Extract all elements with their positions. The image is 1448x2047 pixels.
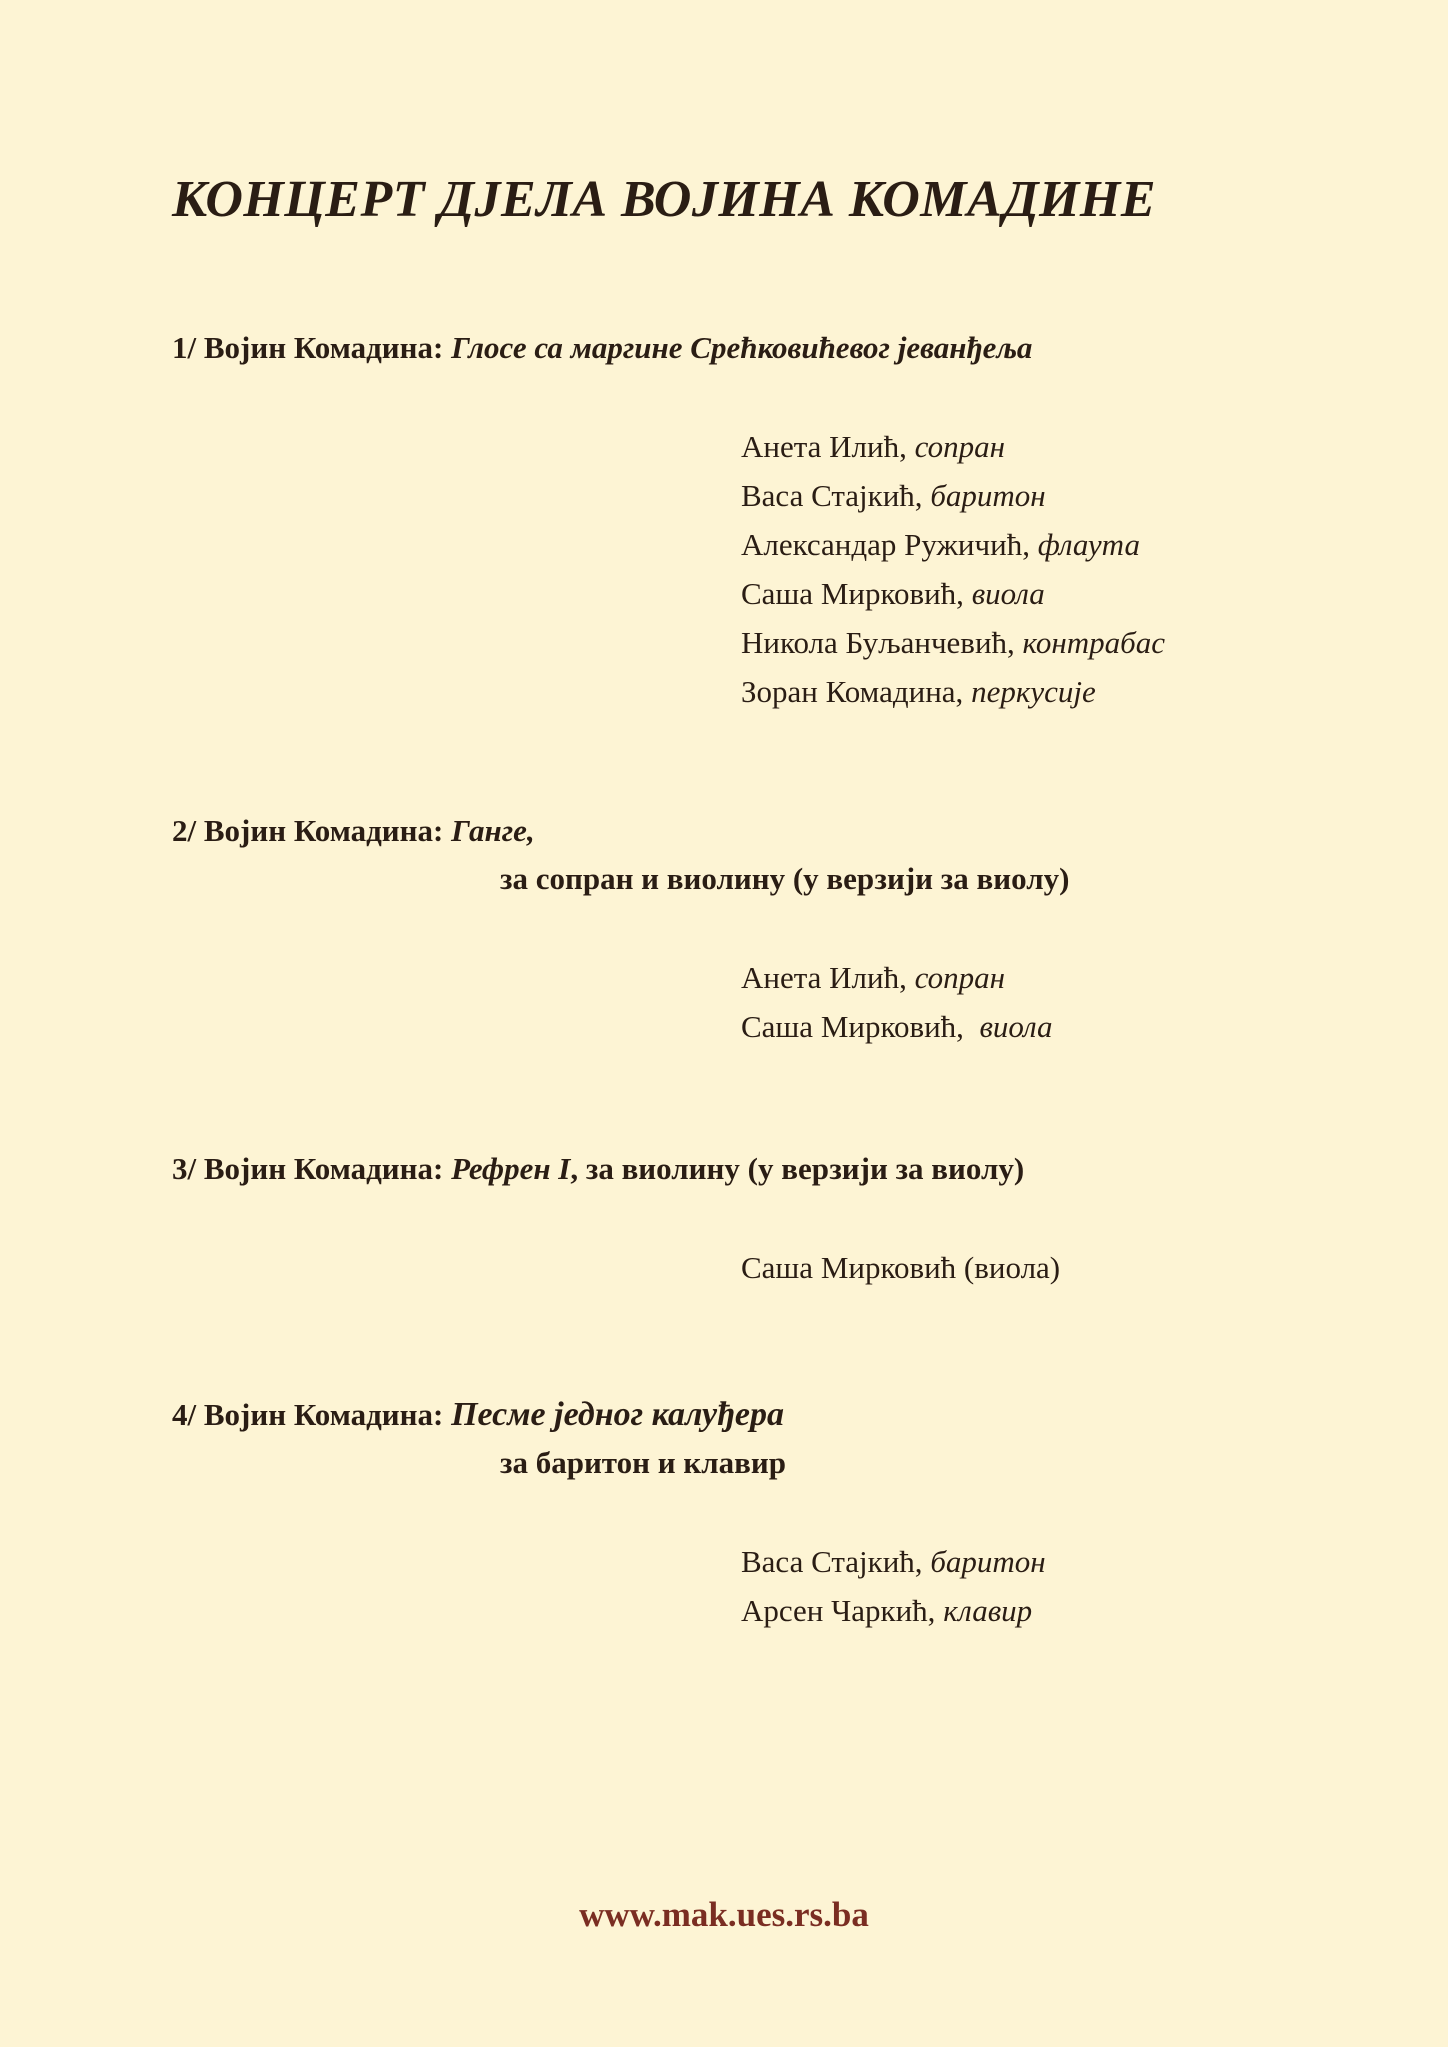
performer: [741, 667, 1165, 716]
work-2-composer: Војин Комадина:: [203, 813, 444, 848]
performer-role: сопран: [914, 960, 1005, 995]
performer-name: Саша Мирковић (виола): [741, 1250, 1061, 1285]
performer-name: Анета Илић,: [741, 960, 907, 995]
performer-role: флаута: [1037, 527, 1140, 562]
website-url: www.mak.ues.rs.ba: [579, 1895, 869, 1934]
performer-name: Васа Стајкић,: [741, 478, 923, 513]
work-4-subtitle: за баритон и клавир: [500, 1445, 786, 1480]
performer: [741, 953, 1053, 1002]
performer-role: баритон: [930, 1544, 1046, 1579]
performer: [741, 1537, 1046, 1586]
performer-name: Саша Мирковић,: [741, 576, 964, 611]
performer-role: сопран: [914, 429, 1005, 464]
work-3-piece-rest: , за виолину (у верзији за виолу): [570, 1151, 1025, 1186]
performer-name: Васа Стајкић,: [741, 1544, 923, 1579]
performer: [741, 569, 1165, 618]
performer-role: клавир: [943, 1593, 1033, 1628]
work-2-performers: [741, 953, 1053, 1051]
work-1-composer: Војин Комадина:: [203, 330, 444, 365]
work-1-number: 1/: [172, 330, 197, 365]
performer-name: Анета Илић,: [741, 429, 907, 464]
work-2-piece: Ганге,: [451, 813, 535, 848]
work-2-number: 2/: [172, 813, 197, 848]
performer: [741, 1002, 1053, 1051]
performer-name: Никола Буљанчевић,: [741, 625, 1015, 660]
performer-name: Арсен Чаркић,: [741, 1593, 936, 1628]
work-3-piece: Рефрен I: [451, 1151, 571, 1186]
performer-name: Саша Мирковић,: [741, 1009, 964, 1044]
work-1-piece: Глосе са маргине Срећковићевог јеванђеља: [451, 330, 1033, 365]
performer: [741, 1586, 1046, 1635]
performer-role: виола: [979, 1009, 1053, 1044]
work-3-performers: [741, 1243, 1060, 1292]
performer-role: виола: [971, 576, 1045, 611]
performer: [741, 471, 1165, 520]
work-4-performers: [741, 1537, 1046, 1635]
work-4-number: 4/: [172, 1397, 197, 1432]
performer: [741, 1243, 1060, 1292]
performer: [741, 422, 1165, 471]
work-1-heading: [172, 330, 1032, 366]
work-3-heading: [172, 1151, 1024, 1187]
work-4-composer: Војин Комадина:: [203, 1397, 444, 1432]
performer-role: перкусије: [971, 674, 1096, 709]
page-title: КОНЦЕРТ ДЈЕЛА ВОЈИНА КОМАДИНЕ: [172, 171, 1157, 228]
work-1-performers: [741, 422, 1165, 716]
performer-role: контрабас: [1022, 625, 1165, 660]
work-4-heading: [172, 1396, 784, 1434]
work-3-number: 3/: [172, 1151, 197, 1186]
work-2-heading: [172, 813, 535, 849]
performer: [741, 520, 1165, 569]
work-3-composer: Војин Комадина:: [203, 1151, 444, 1186]
performer-name: Александар Ружичић,: [741, 527, 1030, 562]
performer-name: Зоран Комадина,: [741, 674, 964, 709]
performer: [741, 618, 1165, 667]
work-2-subtitle: за сопран и виолину (у верзији за виолу): [500, 861, 1070, 896]
performer-role: баритон: [930, 478, 1046, 513]
work-4-piece: Песме једног калуђера: [451, 1396, 784, 1433]
